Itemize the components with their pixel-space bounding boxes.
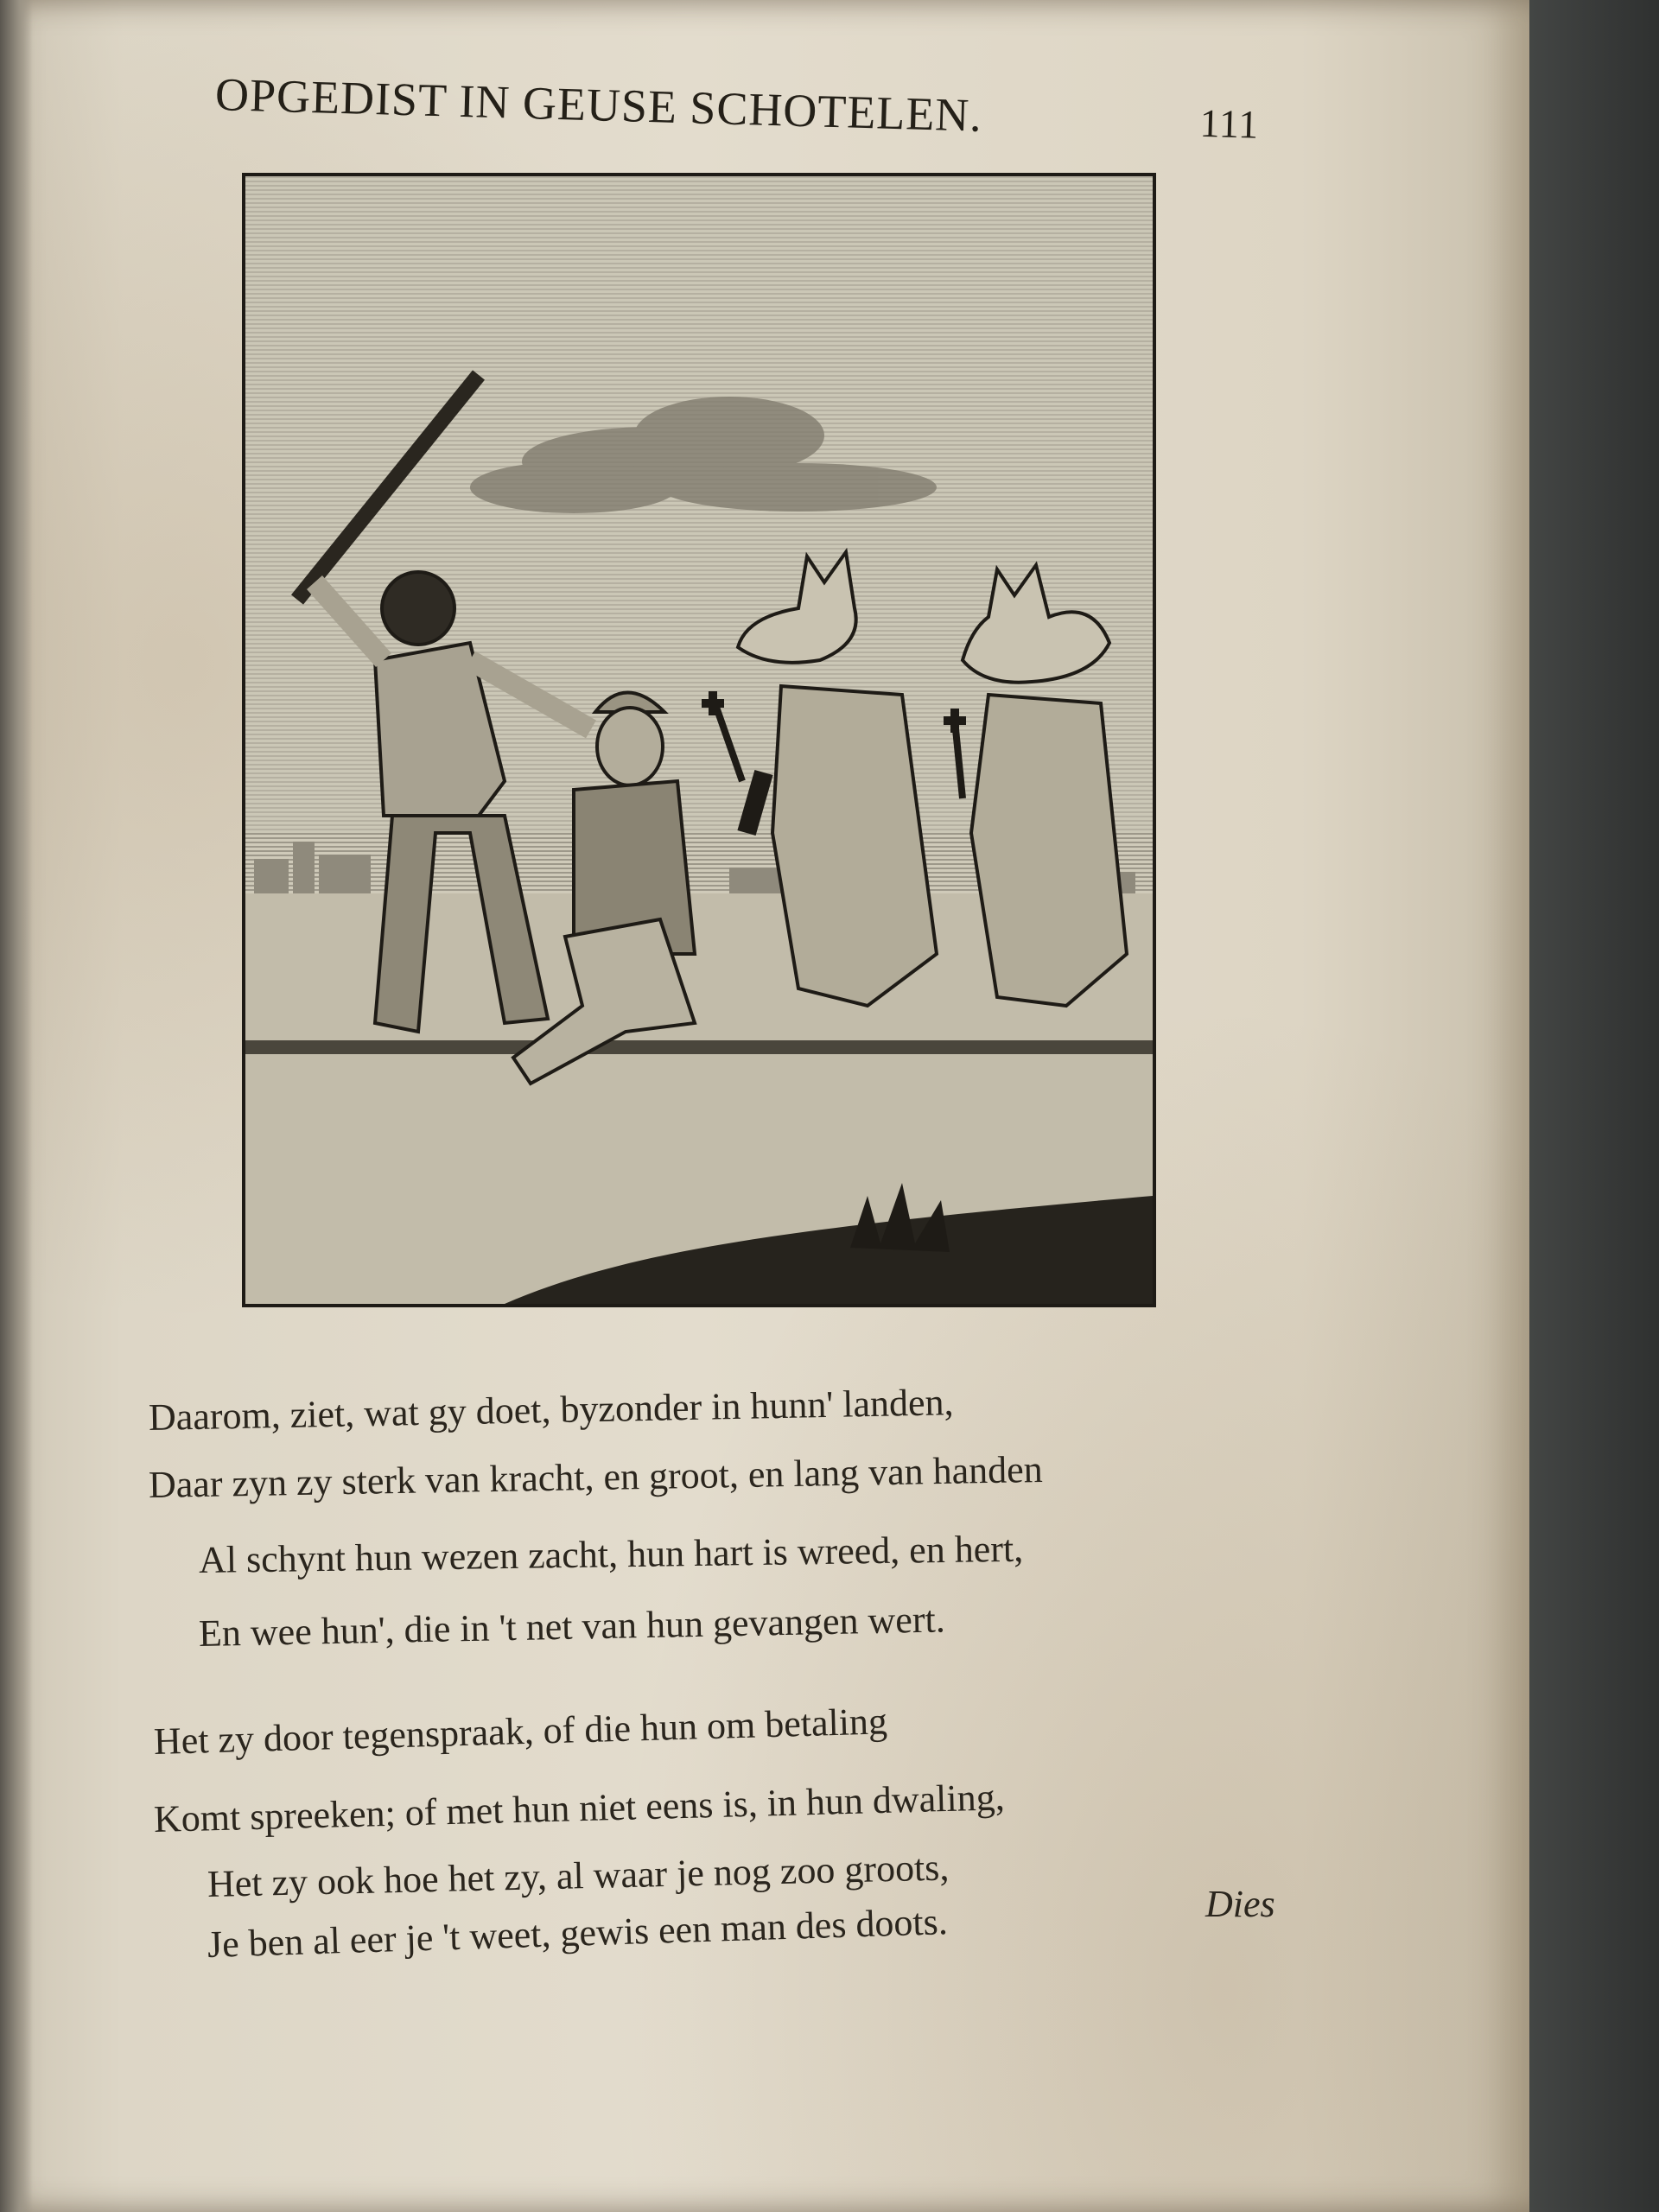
page-gutter xyxy=(0,0,33,2212)
verse-line: En wee hun', die in 't net van hun gevangen wert. xyxy=(198,1598,946,1655)
verse-line: Het zy ook hoe het zy, al waar je nog zoo groots, xyxy=(207,1846,950,1905)
verse-line: Al schynt hun wezen zacht, hun hart is wreed, en hert, xyxy=(198,1527,1024,1581)
running-head-title: OPGEDIST IN GEUSE SCHOTELEN. xyxy=(214,67,983,142)
verse-line: Daar zyn zy sterk van kracht, en groot, en lang van handen xyxy=(148,1447,1044,1506)
verse-line: Je ben al eer je 't weet, gewis een man des doots. xyxy=(207,1900,949,1966)
page-number: 111 xyxy=(1198,100,1260,147)
engraving-illustration xyxy=(242,173,1156,1307)
engraving-scene xyxy=(245,176,1153,1304)
running-head xyxy=(214,67,1287,167)
verse-line: Daarom, ziet, wat gy doet, byzonder in hunn' landen, xyxy=(148,1381,954,1439)
verse-line: Komt spreeken; of met hun niet eens is, in hun dwaling, xyxy=(153,1776,1006,1840)
verse-line: Het zy door tegenspraak, of die hun om betaling xyxy=(153,1700,888,1763)
catchword: Dies xyxy=(1205,1883,1275,1925)
